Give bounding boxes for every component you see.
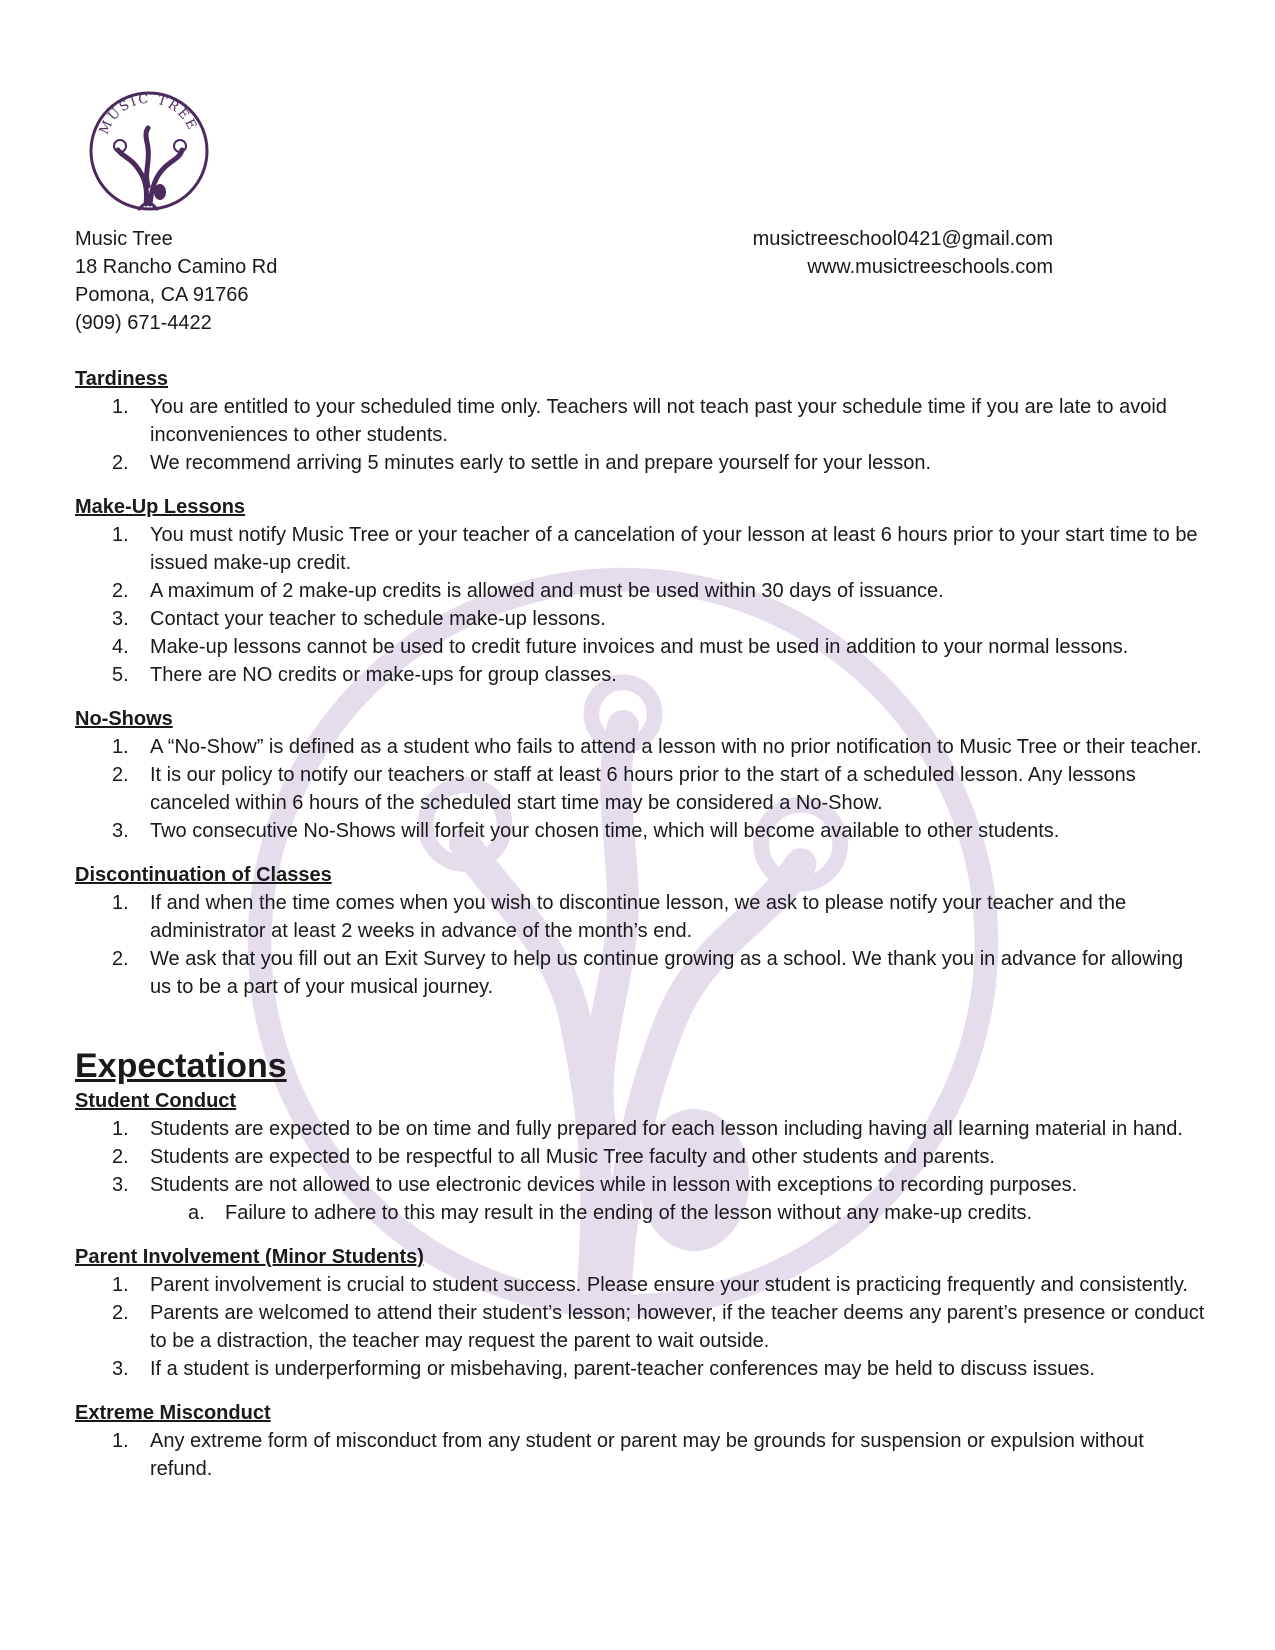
phone-number: (909) 671-4422 bbox=[75, 312, 212, 334]
list-item: 3. If a student is underperforming or misbehaving, parent-teacher conferences may be held to discuss issues. bbox=[112, 1358, 1095, 1380]
list-item: 2. Students are expected to be respectful to all Music Tree faculty and other students and parents. bbox=[112, 1146, 995, 1168]
section-student-conduct bbox=[75, 1087, 1205, 1227]
list-item: 2. We ask that you fill out an Exit Survey to help us continue growing as a school. We thank you in advance for allowing us to be a part of your musical journey. bbox=[112, 948, 1184, 998]
conduct-sublist bbox=[150, 1199, 1205, 1227]
list-item: 1. Parent involvement is crucial to student success. Please ensure your student is practicing frequently and consistently. bbox=[112, 1274, 1188, 1296]
list-item: 3. Students are not allowed to use electronic devices while in lesson with exceptions to recording purposes. a. Failure to adhere to this may result in the ending of the lesson without any make-up credits. bbox=[75, 1171, 1205, 1227]
section-title: Make-Up Lessons bbox=[75, 496, 246, 518]
misconduct-list bbox=[75, 1427, 1205, 1483]
expectations-heading: Expectations bbox=[75, 1047, 287, 1085]
list-item: 4. Make-up lessons cannot be used to credit future invoices and must be used in addition to your normal lessons. bbox=[112, 636, 1129, 658]
discontinuation-list bbox=[75, 889, 1205, 1001]
section-title: No-Shows bbox=[75, 708, 173, 730]
expectations bbox=[75, 1045, 1205, 1483]
svg-text:MUSIC TREE: MUSIC TREE bbox=[96, 91, 200, 137]
street-address: 18 Rancho Camino Rd bbox=[75, 256, 278, 278]
section-title: Student Conduct bbox=[75, 1090, 237, 1112]
section-discontinuation bbox=[75, 861, 1205, 1001]
list-item: 3. Contact your teacher to schedule make-up lessons. bbox=[112, 608, 606, 630]
list-item: 2. Parents are welcomed to attend their student’s lesson; however, if the teacher deems any parent’s presence or conduct to be a distraction, the teacher may request the parent to wait outside. bbox=[112, 1302, 1205, 1352]
section-title: Extreme Misconduct bbox=[75, 1402, 271, 1424]
section-extreme-misconduct bbox=[75, 1399, 1205, 1483]
noshows-list bbox=[75, 733, 1205, 845]
section-tardiness bbox=[75, 365, 1205, 477]
makeup-list bbox=[75, 521, 1205, 689]
tardiness-list bbox=[75, 393, 1205, 477]
list-item: 1. You must notify Music Tree or your teacher of a cancelation of your lesson at least 6 hours prior to your start time to be issued make-up credit. bbox=[112, 524, 1198, 574]
website-link[interactable]: www.musictreeschools.com bbox=[807, 256, 1053, 278]
conduct-list bbox=[75, 1115, 1205, 1227]
contact-online bbox=[753, 225, 1053, 281]
school-name: Music Tree bbox=[75, 228, 173, 250]
section-title: Discontinuation of Classes bbox=[75, 864, 332, 886]
policy-body bbox=[75, 365, 1205, 1499]
sub-list-item: a. Failure to adhere to this may result in the ending of the lesson without any make-up credits. bbox=[188, 1202, 1033, 1224]
section-no-shows bbox=[75, 705, 1205, 845]
city-state-zip: Pomona, CA 91766 bbox=[75, 284, 249, 306]
section-parent-involvement bbox=[75, 1243, 1205, 1383]
list-item: 1. If and when the time comes when you wish to discontinue lesson, we ask to please notify your teacher and the administrator at least 2 weeks in advance of the month’s end. bbox=[112, 892, 1127, 942]
list-item: 1. A “No-Show” is defined as a student who fails to attend a lesson with no prior notification to Music Tree or their teacher. bbox=[112, 736, 1202, 758]
email-address[interactable]: musictreeschool0421@gmail.com bbox=[752, 228, 1053, 250]
list-item: 1. Students are expected to be on time and fully prepared for each lesson including having all learning material in hand. bbox=[112, 1118, 1183, 1140]
list-item: 2. We recommend arriving 5 minutes early to settle in and prepare yourself for your lesson. bbox=[112, 452, 932, 474]
list-item: 2. A maximum of 2 make-up credits is allowed and must be used within 30 days of issuance. bbox=[112, 580, 944, 602]
music-tree-logo bbox=[84, 86, 214, 216]
section-title: Tardiness bbox=[75, 368, 168, 390]
list-item: 1. Any extreme form of misconduct from any student or parent may be grounds for suspension or expulsion without refund. bbox=[112, 1430, 1144, 1480]
list-item: 3. Two consecutive No-Shows will forfeit your chosen time, which will become available to other students. bbox=[112, 820, 1060, 842]
list-item: 1. You are entitled to your scheduled time only. Teachers will not teach past your schedule time if you are late to avoid inconveniences to other students. bbox=[112, 396, 1167, 446]
section-title: Parent Involvement (Minor Students) bbox=[75, 1246, 424, 1268]
contact-address bbox=[75, 225, 277, 337]
section-makeup-lessons bbox=[75, 493, 1205, 689]
parent-list bbox=[75, 1271, 1205, 1383]
list-item: 5. There are NO credits or make-ups for group classes. bbox=[112, 664, 617, 686]
list-item: 2. It is our policy to notify our teachers or staff at least 6 hours prior to the start of a scheduled lesson. Any lessons canceled within 6 hours of the scheduled start time may be considered a No-Show. bbox=[112, 764, 1136, 814]
